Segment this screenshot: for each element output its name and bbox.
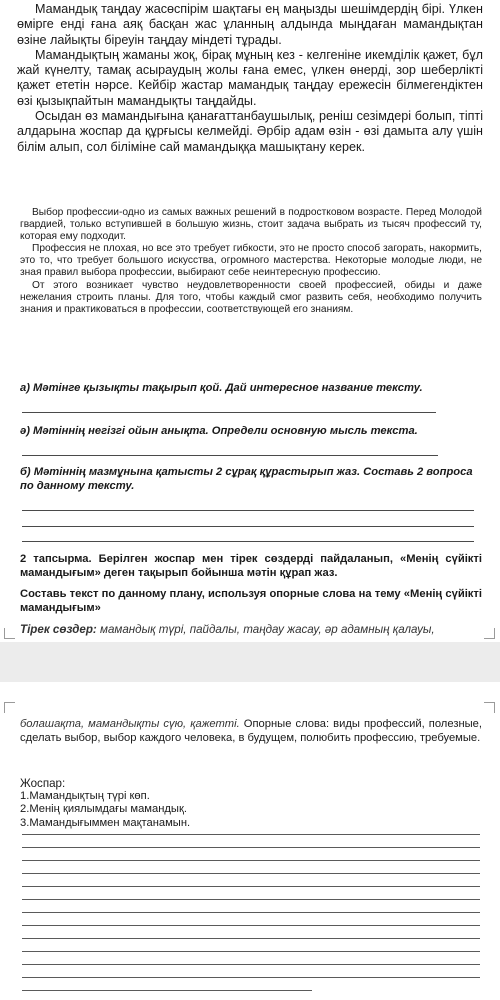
plan-item-2: 2.Менің қиялымдағы мамандық. xyxy=(20,803,187,816)
writing-line-13[interactable] xyxy=(22,990,312,991)
question-c: б) Мәтіннің мазмұнына қатысты 2 сұрақ құрастырып жаз. Составь 2 вопроса по данному тексту. xyxy=(20,466,473,492)
crop-mark-bottom-right xyxy=(484,628,495,639)
writing-line-9[interactable] xyxy=(22,938,480,939)
answer-line-c2[interactable] xyxy=(22,526,474,527)
kazakh-paragraph-3: Осыдан өз мамандығына қанағаттанбаушылық, реніш сезімдері болып, тіпті алдарына жоспар да құрғысы келмейді. Әрбір адам өзін - өзі дамыта алу үшін білім алып, сол біліміне сай мамандыққа машықтану керек. xyxy=(17,109,483,154)
russian-paragraph-1: Выбор профессии-одно из самых важных решений в подростковом возрасте. Перед Молодой гвардией, только вступившей в большую жизнь, стоит задача выбрать из тысяч профессий ту, которая ему подходит. xyxy=(20,207,482,243)
support-words-kazakh-end: болашақта, мамандықты сүю, қажетті. xyxy=(20,718,240,730)
kazakh-paragraph-2: Мамандықтың жаманы жоқ, бірақ мұның кез - келгеніне икемділік қажет, бұл жай күнелту, тамақ асыраудың жолы ғана емес, үлкен өнерді, зор шеберлікті қажет ететін нәрсе. Кейбір жастар мамандық таңдау ережесін білмегендіктен өзі қызықпайтын мамандықты таңдайды. xyxy=(17,47,483,108)
kazakh-paragraph-1: Мамандық таңдау жасөспірім шақтағы ең маңызды шешімдердің бірі. Үлкен өмірге енді ғана аяқ басқан жас ұланның алдында мыңдаған мамандықтан өзіне лайықты біреуін таңдау міндеті тұрады. xyxy=(17,2,483,47)
writing-line-6[interactable] xyxy=(22,899,480,900)
russian-reading-text xyxy=(20,207,482,316)
writing-line-12[interactable] xyxy=(22,977,480,978)
answer-line-b[interactable] xyxy=(22,455,438,456)
writing-line-2[interactable] xyxy=(22,847,480,848)
writing-line-10[interactable] xyxy=(22,951,480,952)
writing-line-8[interactable] xyxy=(22,925,480,926)
task-2-russian: Составь текст по данному плану, используя опорные слова на тему «Менің сүйікті мамандығым» xyxy=(20,588,482,614)
question-a: а) Мәтінге қызықты тақырып қой. Дай интересное название тексту. xyxy=(20,382,423,394)
essay-plan xyxy=(20,777,190,830)
russian-paragraph-2: Профессия не плохая, но все это требует гибкости, это не просто способ загорать, накормить, это то, что требует большого искусства, огромного мастерства. Некоторые молодые люди, не зная правил выбора профессии, выбирают себе неинтересную профессию. xyxy=(20,243,482,279)
answer-line-c1[interactable] xyxy=(22,510,474,511)
writing-line-7[interactable] xyxy=(22,912,480,913)
crop-mark-bottom-left xyxy=(4,628,15,639)
plan-item-3: 3.Мамандығыммен мақтанамын. xyxy=(20,816,191,829)
writing-line-1[interactable] xyxy=(22,834,480,835)
support-words-list: мамандық түрі, пайдалы, таңдау жасау, әр адамның қалауы, xyxy=(96,623,435,636)
kazakh-reading-text xyxy=(17,2,483,155)
answer-line-c3[interactable] xyxy=(22,541,474,542)
worksheet-page-2 xyxy=(0,682,500,1000)
question-b: ә) Мәтіннің негізгі ойын анықта. Определи основную мысль текста. xyxy=(20,425,418,437)
answer-line-a[interactable] xyxy=(22,412,436,413)
plan-item-1: 1.Мамандықтың түрі көп. xyxy=(20,790,150,803)
support-words-label: Тірек сөздер: xyxy=(20,623,97,636)
plan-title: Жоспар: xyxy=(20,777,66,790)
crop-mark-top-right xyxy=(484,702,495,713)
russian-paragraph-3: От этого возникает чувство неудовлетворенности своей профессией, обиды и даже нежелания строить планы. Для того, чтобы каждый смог развить себя, необходимо получить знания и практиковаться в профессии, соответствующей его знаниям. xyxy=(20,279,482,315)
task-2-kazakh: 2 тапсырма. Берілген жоспар мен тірек сөздерді пайдаланып, «Менің сүйікті мамандығым» деген тақырып бойынша мәтін құрап жаз. xyxy=(20,553,482,579)
support-words-russian: Опорные слова: виды профессий, полезные, сделать выбор, выбор каждого человека, в будущем, полюбить профессию, требуемые. xyxy=(20,718,482,744)
crop-mark-top-left xyxy=(4,702,15,713)
writing-line-3[interactable] xyxy=(22,860,480,861)
writing-line-4[interactable] xyxy=(22,873,480,874)
writing-line-11[interactable] xyxy=(22,964,480,965)
support-words-kazakh xyxy=(20,623,482,637)
support-words-continuation xyxy=(20,718,482,746)
writing-line-5[interactable] xyxy=(22,886,480,887)
